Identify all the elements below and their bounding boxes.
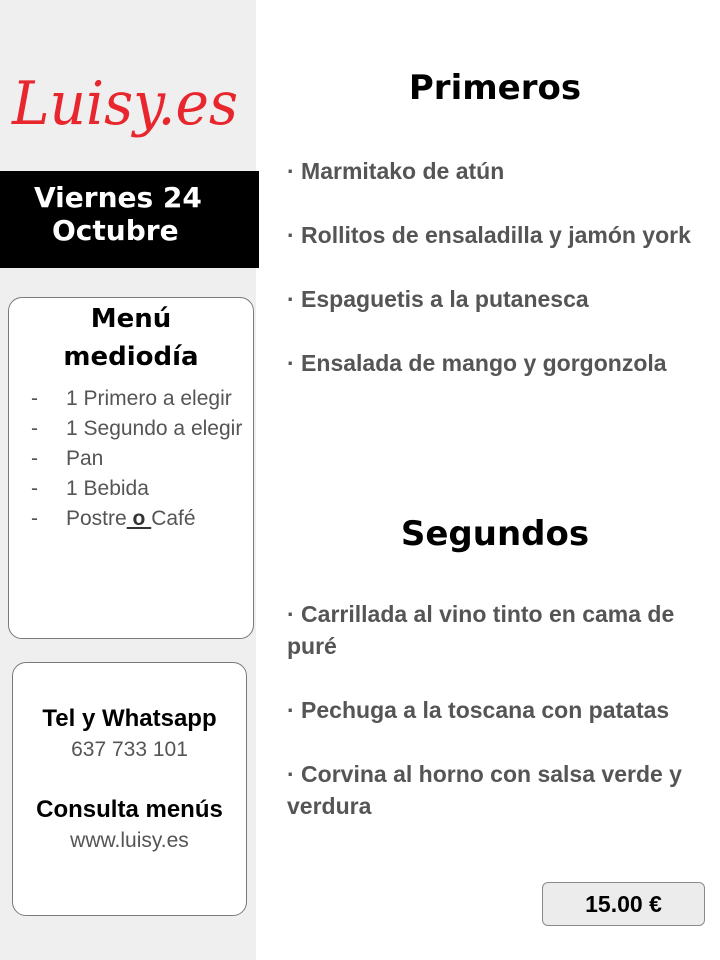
segundos-list <box>287 598 712 854</box>
list-item: · Carrillada al vino tinto en cama de puré <box>287 601 675 659</box>
menu-item-text-after: Café <box>151 507 196 530</box>
list-item <box>9 444 253 474</box>
menus-label: Consulta menús <box>36 796 223 823</box>
list-item: · Marmitako de atún <box>287 158 505 184</box>
phone-number[interactable]: 637 733 101 <box>71 738 188 761</box>
lunch-menu-card <box>8 297 254 639</box>
list-item: · Pechuga a la toscana con patatas <box>287 697 670 723</box>
list-item: · Rollitos de ensaladilla y jamón york <box>287 222 691 248</box>
dash-bullet: - <box>31 477 38 500</box>
dash-bullet: - <box>31 417 38 440</box>
sidebar <box>0 0 256 960</box>
lunch-menu-title <box>9 300 253 376</box>
list-item: · Espaguetis a la putanesca <box>287 286 589 312</box>
date-box <box>0 171 259 268</box>
menu-item-text: 1 Bebida <box>66 477 149 500</box>
list-item: · Corvina al horno con salsa verde y verdura <box>287 761 682 819</box>
menu-item-text: Pan <box>66 447 104 470</box>
dash-bullet: - <box>31 447 38 470</box>
lunch-menu-title-line2: mediodía <box>63 342 199 372</box>
segundos-title: Segundos <box>400 514 590 554</box>
luisy-logo <box>8 52 244 152</box>
spacer <box>13 765 246 794</box>
contact-card <box>12 662 247 916</box>
menu-item-underlined: o <box>126 507 152 530</box>
list-item <box>9 384 253 414</box>
lunch-menu-title-line1: Menú <box>90 304 172 334</box>
lunch-menu-list <box>9 384 253 534</box>
dash-bullet: - <box>31 387 38 410</box>
primeros-title: Primeros <box>408 68 582 108</box>
menu-item-text: 1 Primero a elegir <box>66 387 232 410</box>
list-item: · Ensalada de mango y gorgonzola <box>287 350 667 376</box>
list-item <box>9 414 253 444</box>
date-month: Octubre <box>52 214 179 247</box>
menu-item-text: 1 Segundo a elegir <box>66 417 243 440</box>
price-badge: 15.00 € <box>542 882 705 926</box>
dash-bullet: - <box>31 507 38 530</box>
list-item <box>9 474 253 504</box>
menu-item-text-before: Postre <box>66 507 127 530</box>
date-day: Viernes 24 <box>34 181 202 214</box>
logo-text: Luisy.es <box>11 69 238 139</box>
website-link[interactable]: www.luisy.es <box>70 829 189 852</box>
phone-label: Tel y Whatsapp <box>42 705 217 732</box>
primeros-list <box>287 155 712 411</box>
list-item <box>9 504 253 534</box>
